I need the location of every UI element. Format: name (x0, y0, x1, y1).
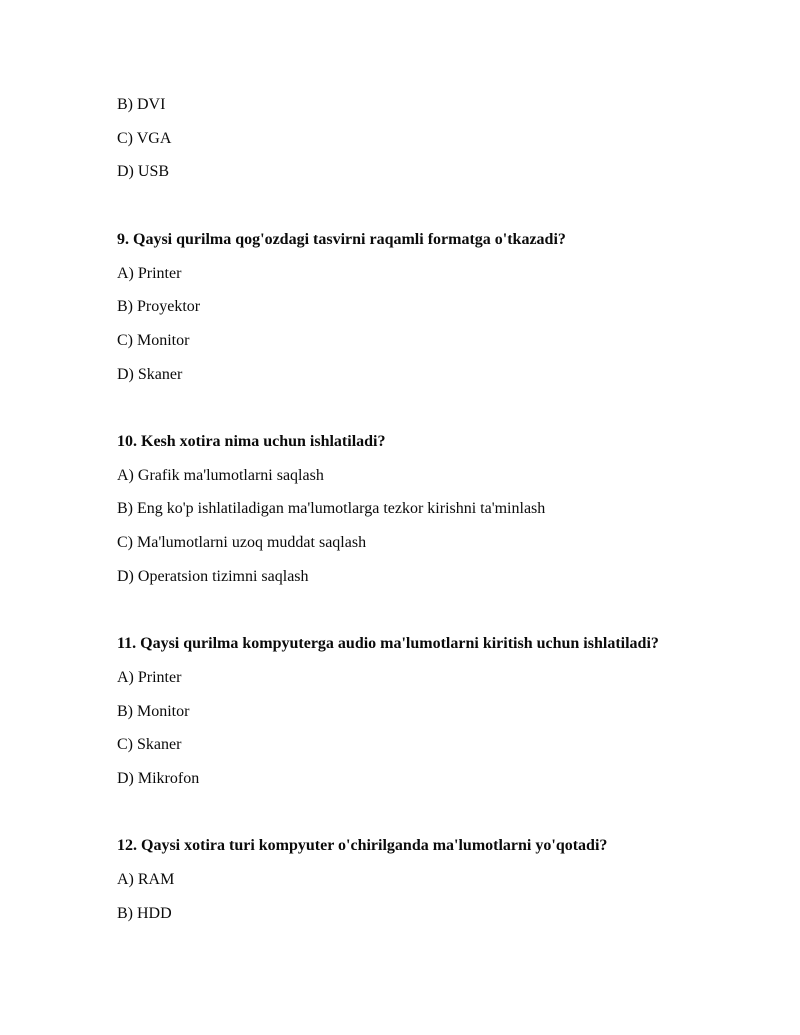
question-block (117, 627, 740, 796)
answer-option: A) Grafik ma'lumotlarni saqlash (117, 466, 324, 484)
question-text: Qaysi qurilma qog'ozdagi tasvirni raqamli formatga o'tkazadi? (133, 230, 566, 248)
question-number: 11. (117, 635, 137, 653)
answer-option: B) DVI (117, 96, 166, 113)
answer-option: C) Skaner (117, 736, 182, 754)
answer-option: A) Printer (117, 264, 182, 282)
question-title (117, 829, 740, 863)
question-title (117, 627, 740, 661)
spacer (117, 189, 740, 223)
question-title (117, 425, 740, 459)
question-block (117, 223, 740, 392)
question-text: Kesh xotira nima uchun ishlatiladi? (141, 433, 386, 450)
answer-option: A) RAM (117, 871, 175, 889)
question-number: 9. (117, 230, 129, 248)
answer-option: B) Monitor (117, 702, 190, 720)
question-number: 10. (117, 433, 137, 450)
answer-option: D) USB (117, 163, 170, 181)
answer-option: B) HDD (117, 904, 172, 922)
answer-option: C) VGA (117, 129, 172, 147)
question-title (117, 223, 740, 257)
answer-option: A) Printer (117, 668, 182, 686)
answer-option: C) Monitor (117, 331, 190, 349)
answer-option: D) Skaner (117, 365, 183, 383)
question-block (117, 425, 740, 594)
answer-option: D) Mikrofon (117, 770, 200, 788)
spacer (117, 796, 740, 830)
spacer (117, 391, 740, 425)
answer-option: B) Proyektor (117, 298, 201, 316)
question-text: Qaysi xotira turi kompyuter o'chirilganda ma'lumotlarni yo'qotadi? (141, 837, 608, 855)
question-text: Qaysi qurilma kompyuterga audio ma'lumotlarni kiritish uchun ishlatiladi? (140, 635, 659, 653)
answer-option: B) Eng ko'p ishlatiladigan ma'lumotlarga tezkor kirishni ta'minlash (117, 500, 546, 518)
answer-option: D) Operatsion tizimni saqlash (117, 567, 309, 585)
question-number: 12. (117, 837, 137, 855)
spacer (117, 594, 740, 628)
answer-option: C) Ma'lumotlarni uzoq muddat saqlash (117, 534, 367, 552)
question-block (117, 829, 740, 930)
